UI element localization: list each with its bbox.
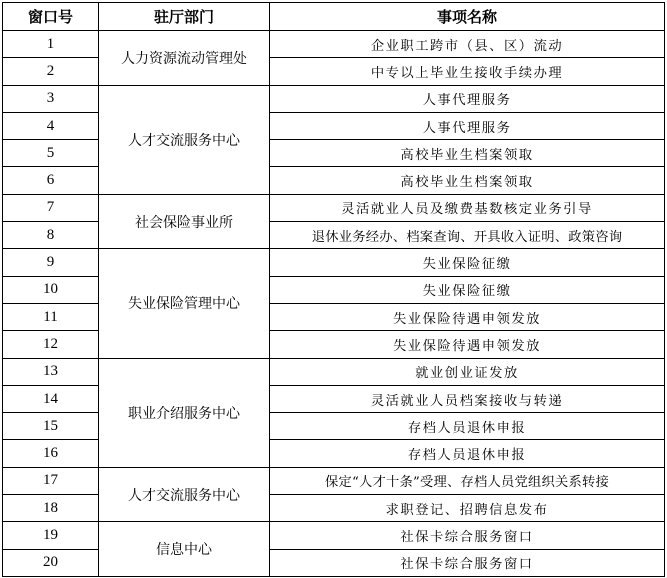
window-number-cell: 6 xyxy=(3,167,99,194)
window-number-cell: 3 xyxy=(3,85,99,112)
table-row xyxy=(3,249,665,276)
item-name-cell: 企业职工跨市（县、区）流动 xyxy=(270,31,665,58)
window-number-cell: 20 xyxy=(3,549,99,576)
department-cell: 职业介绍服务中心 xyxy=(99,358,270,467)
window-number-cell: 16 xyxy=(3,440,99,467)
item-name-cell: 社保卡综合服务窗口 xyxy=(270,522,665,549)
department-cell: 信息中心 xyxy=(99,522,270,577)
window-number-cell: 18 xyxy=(3,495,99,522)
window-number-cell: 15 xyxy=(3,413,99,440)
department-cell: 失业保险管理中心 xyxy=(99,249,270,358)
item-name-cell: 失业保险征缴 xyxy=(270,249,665,276)
department-cell: 人才交流服务中心 xyxy=(99,467,270,522)
window-number-cell: 5 xyxy=(3,140,99,167)
window-number-cell: 2 xyxy=(3,58,99,85)
item-name-cell: 社保卡综合服务窗口 xyxy=(270,549,665,576)
department-cell: 人力资源流动管理处 xyxy=(99,31,270,86)
item-name-cell: 灵活就业人员档案接收与转递 xyxy=(270,385,665,412)
window-number-cell: 13 xyxy=(3,358,99,385)
window-service-table xyxy=(2,2,665,577)
window-number-cell: 11 xyxy=(3,303,99,330)
window-number-cell: 4 xyxy=(3,112,99,139)
table-row xyxy=(3,85,665,112)
header-row xyxy=(3,3,665,31)
item-name-cell: 中专以上毕业生接收手续办理 xyxy=(270,58,665,85)
item-name-cell: 人事代理服务 xyxy=(270,112,665,139)
window-number-cell: 1 xyxy=(3,31,99,58)
window-number-cell: 14 xyxy=(3,385,99,412)
department-cell: 社会保险事业所 xyxy=(99,194,270,249)
table-row xyxy=(3,358,665,385)
header-department: 驻厅部门 xyxy=(99,3,270,31)
header-item-name: 事项名称 xyxy=(270,3,665,31)
window-number-cell: 8 xyxy=(3,222,99,249)
window-number-cell: 7 xyxy=(3,194,99,221)
table-row xyxy=(3,467,665,494)
item-name-cell: 灵活就业人员及缴费基数核定业务引导 xyxy=(270,194,665,221)
window-number-cell: 17 xyxy=(3,467,99,494)
item-name-cell: 求职登记、招聘信息发布 xyxy=(270,495,665,522)
item-name-cell: 失业保险待遇申领发放 xyxy=(270,303,665,330)
window-number-cell: 10 xyxy=(3,276,99,303)
item-name-cell: 人事代理服务 xyxy=(270,85,665,112)
window-number-cell: 9 xyxy=(3,249,99,276)
table-row xyxy=(3,522,665,549)
table-row xyxy=(3,194,665,221)
item-name-cell: 就业创业证发放 xyxy=(270,358,665,385)
item-name-cell: 高校毕业生档案领取 xyxy=(270,167,665,194)
item-name-cell: 存档人员退休申报 xyxy=(270,440,665,467)
item-name-cell: 失业保险待遇申领发放 xyxy=(270,331,665,358)
window-number-cell: 19 xyxy=(3,522,99,549)
item-name-cell: 高校毕业生档案领取 xyxy=(270,140,665,167)
item-name-cell: 存档人员退休申报 xyxy=(270,413,665,440)
table-row xyxy=(3,31,665,58)
department-cell: 人才交流服务中心 xyxy=(99,85,270,194)
table-header xyxy=(3,3,665,31)
table-body xyxy=(3,31,665,577)
item-name-cell: 退休业务经办、档案查询、开具收入证明、政策咨询 xyxy=(270,222,665,249)
item-name-cell: 失业保险征缴 xyxy=(270,276,665,303)
window-number-cell: 12 xyxy=(3,331,99,358)
item-name-cell: 保定“人才十条”受理、存档人员党组织关系转接 xyxy=(270,467,665,494)
header-window-number: 窗口号 xyxy=(3,3,99,31)
